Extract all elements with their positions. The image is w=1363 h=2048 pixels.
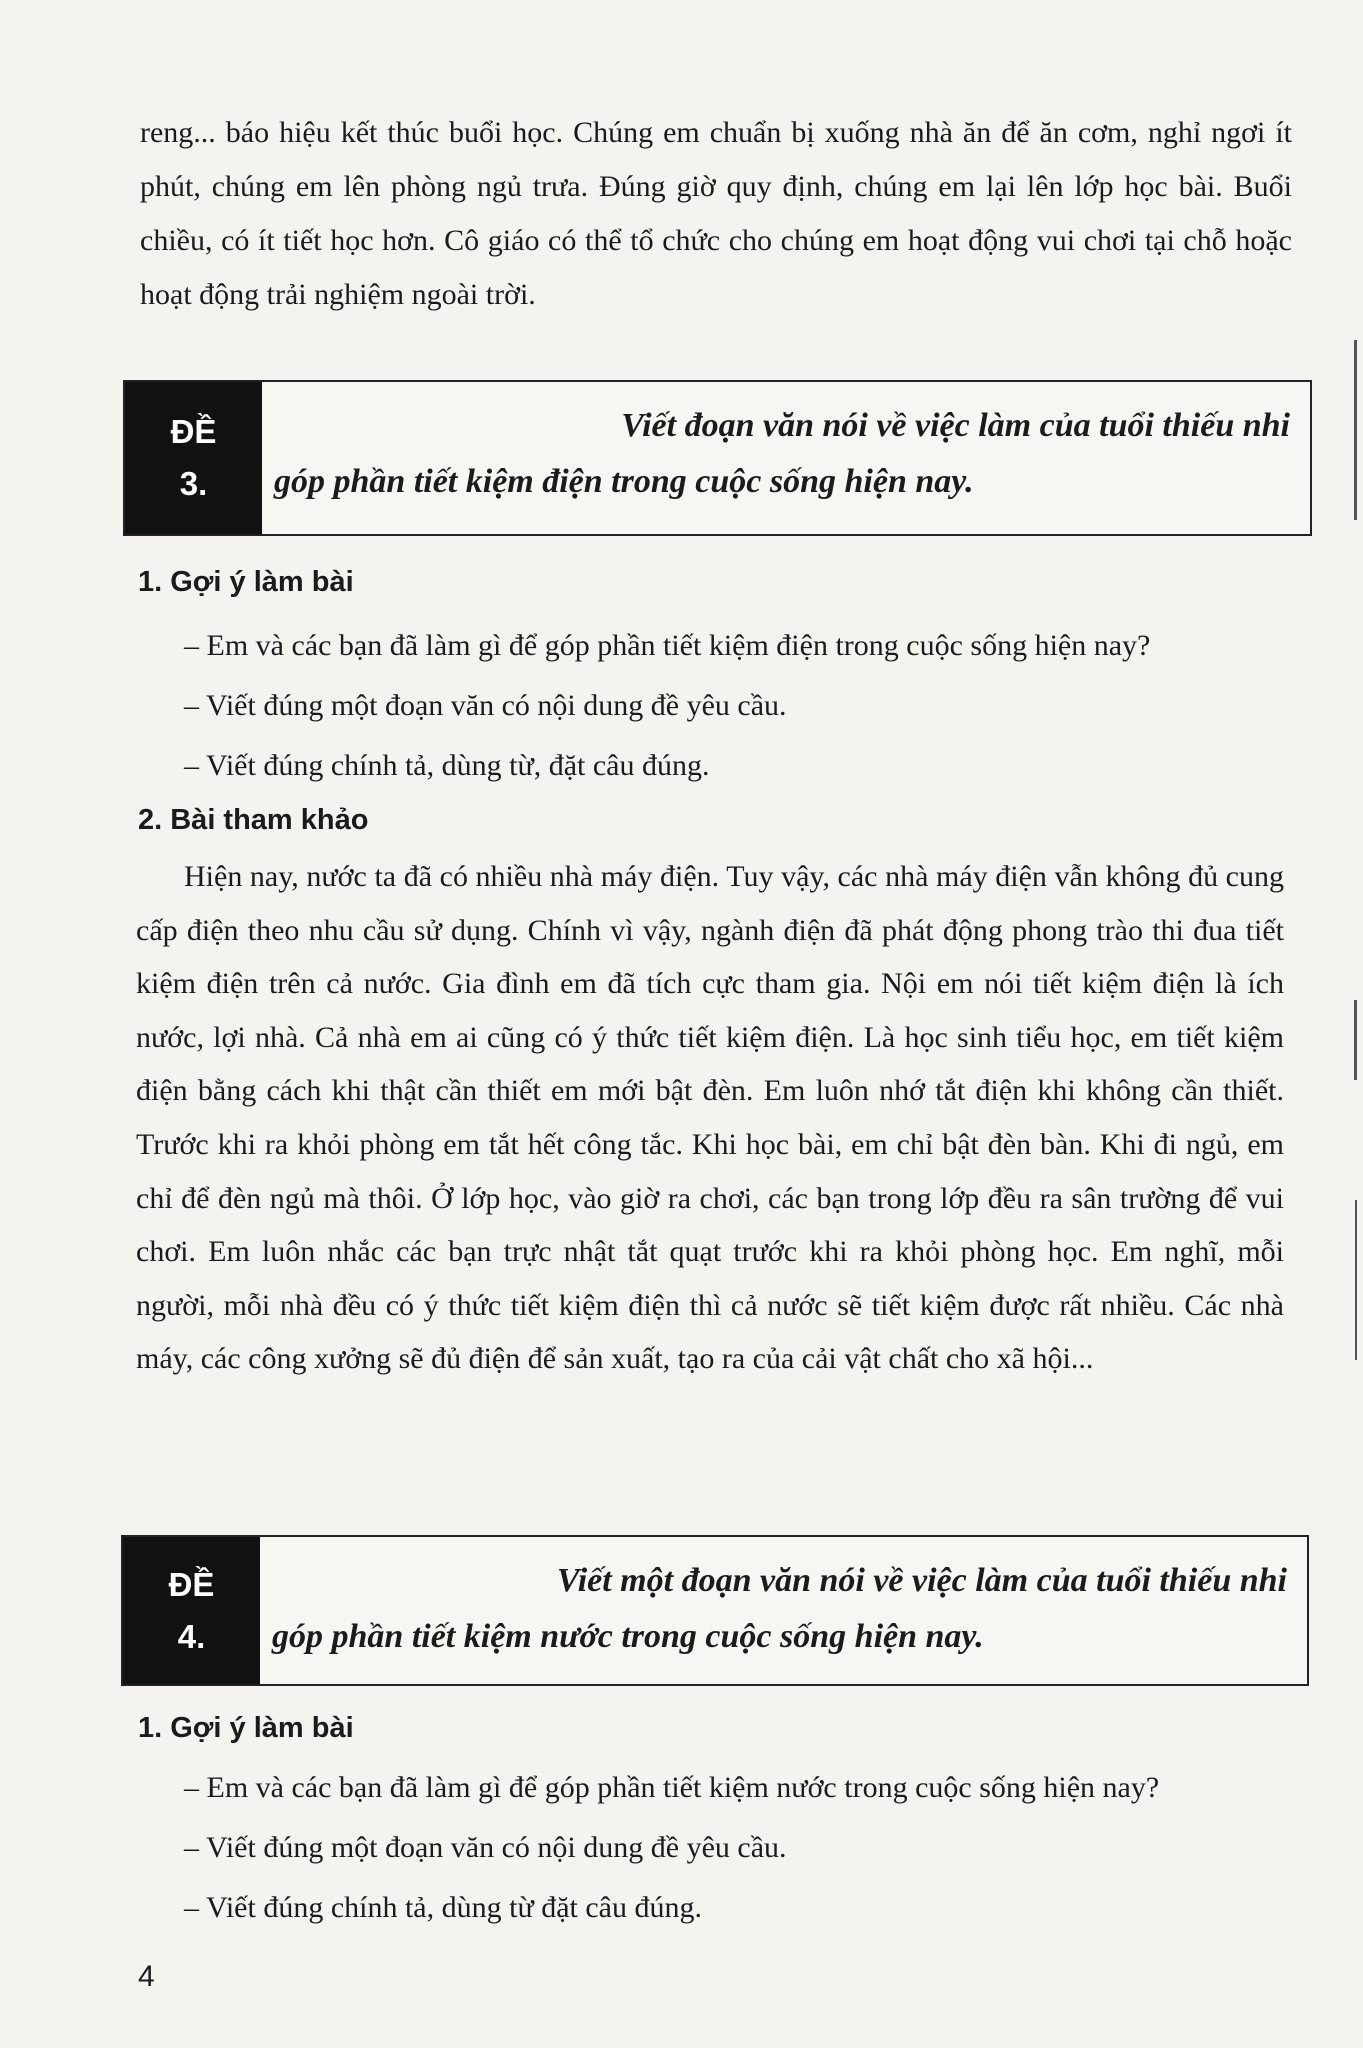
exercise-4-hint-list	[184, 1758, 1159, 1938]
exercise-4-title-line1: Viết một đoạn văn nói về việc làm của tuổi thiếu nhi	[556, 1562, 1287, 1599]
exercise-3-hint-item: – Em và các bạn đã làm gì để góp phần tiết kiệm điện trong cuộc sống hiện nay?	[184, 616, 1150, 676]
exercise-3-reference-text: Hiện nay, nước ta đã có nhiều nhà máy điện. Tuy vậy, các nhà máy điện vẫn không đủ cung cấp điện theo nhu cầu sử dụng. Chính vì vậy, ngành điện đã phát động phong trào thi đua tiết kiệm điện trên cả nước. Gia đình em đã tích cực tham gia. Nội em nói tiết kiệm điện là ích nước, lợi nhà. Cả nhà em ai cũng có ý thức tiết kiệm điện. Là học sinh tiểu học, em tiết kiệm điện bằng cách khi thật cần thiết em mới bật đèn. Em luôn nhớ tắt điện khi không cần thiết. Trước khi ra khỏi phòng em tắt hết công tắc. Khi học bài, em chỉ bật đèn bàn. Khi đi ngủ, em chỉ để đèn ngủ mà thôi. Ở lớp học, vào giờ ra chơi, các bạn trong lớp đều ra sân trường để vui chơi. Em luôn nhắc các bạn trực nhật tắt quạt trước khi ra khỏi phòng học. Em nghĩ, mỗi người, mỗi nhà đều có ý thức tiết kiệm điện thì cả nước sẽ tiết kiệm được rất nhiều. Các nhà máy, các công xưởng sẽ đủ điện để sản xuất, tạo ra của cải vật chất cho xã hội...	[136, 860, 1284, 1376]
exercise-4-hint-item: – Viết đúng chính tả, dùng từ đặt câu đúng.	[184, 1878, 1159, 1938]
exercise-3-hint-item: – Viết đúng một đoạn văn có nội dung đề yêu cầu.	[184, 676, 1150, 736]
exercise-4-title	[260, 1537, 1307, 1684]
exercise-4-title-line2: góp phần tiết kiệm nước trong cuộc sống hiện nay.	[272, 1618, 984, 1655]
exercise-3-label-word: ĐỀ	[170, 413, 217, 450]
exercise-3-title-line2: góp phần tiết kiệm điện trong cuộc sống hiện nay.	[274, 463, 974, 500]
exercise-4-box	[121, 1535, 1309, 1686]
page-number: 4	[138, 1960, 155, 1993]
exercise-3-title	[262, 382, 1310, 534]
page-edge-line	[1354, 340, 1357, 520]
exercise-4-label	[123, 1537, 260, 1684]
exercise-3-reference-heading: 2. Bài tham khảo	[138, 804, 369, 836]
exercise-3-title-line1: Viết đoạn văn nói về việc làm của tuổi thiếu nhi	[621, 407, 1290, 444]
exercise-3-hint-item: – Viết đúng chính tả, dùng từ, đặt câu đúng.	[184, 736, 1150, 796]
exercise-4-hint-item: – Em và các bạn đã làm gì để góp phần tiết kiệm nước trong cuộc sống hiện nay?	[184, 1758, 1159, 1818]
page-edge-line	[1355, 1200, 1357, 1360]
exercise-3-box	[123, 380, 1312, 536]
exercise-3-hint-list	[184, 616, 1150, 796]
exercise-4-hint-item: – Viết đúng một đoạn văn có nội dung đề yêu cầu.	[184, 1818, 1159, 1878]
exercise-4-label-word: ĐỀ	[168, 1565, 215, 1603]
exercise-3-label	[125, 382, 262, 534]
exercise-3-label-number: 3.	[179, 465, 208, 502]
page-edge-line	[1354, 1000, 1357, 1080]
exercise-3-hint-heading: 1. Gợi ý làm bài	[138, 566, 354, 598]
intro-paragraph: reng... báo hiệu kết thúc buổi học. Chúng em chuẩn bị xuống nhà ăn để ăn cơm, nghỉ ngơi ít phút, chúng em lên phòng ngủ trưa. Đúng giờ quy định, chúng em lại lên lớp học bài. Buổi chiều, có ít tiết học hơn. Cô giáo có thể tổ chức cho chúng em hoạt động vui chơi tại chỗ hoặc hoạt động trải nghiệm ngoài trời.	[140, 116, 1292, 311]
exercise-4-hint-heading: 1. Gợi ý làm bài	[138, 1712, 354, 1744]
exercise-4-label-number: 4.	[177, 1617, 206, 1655]
